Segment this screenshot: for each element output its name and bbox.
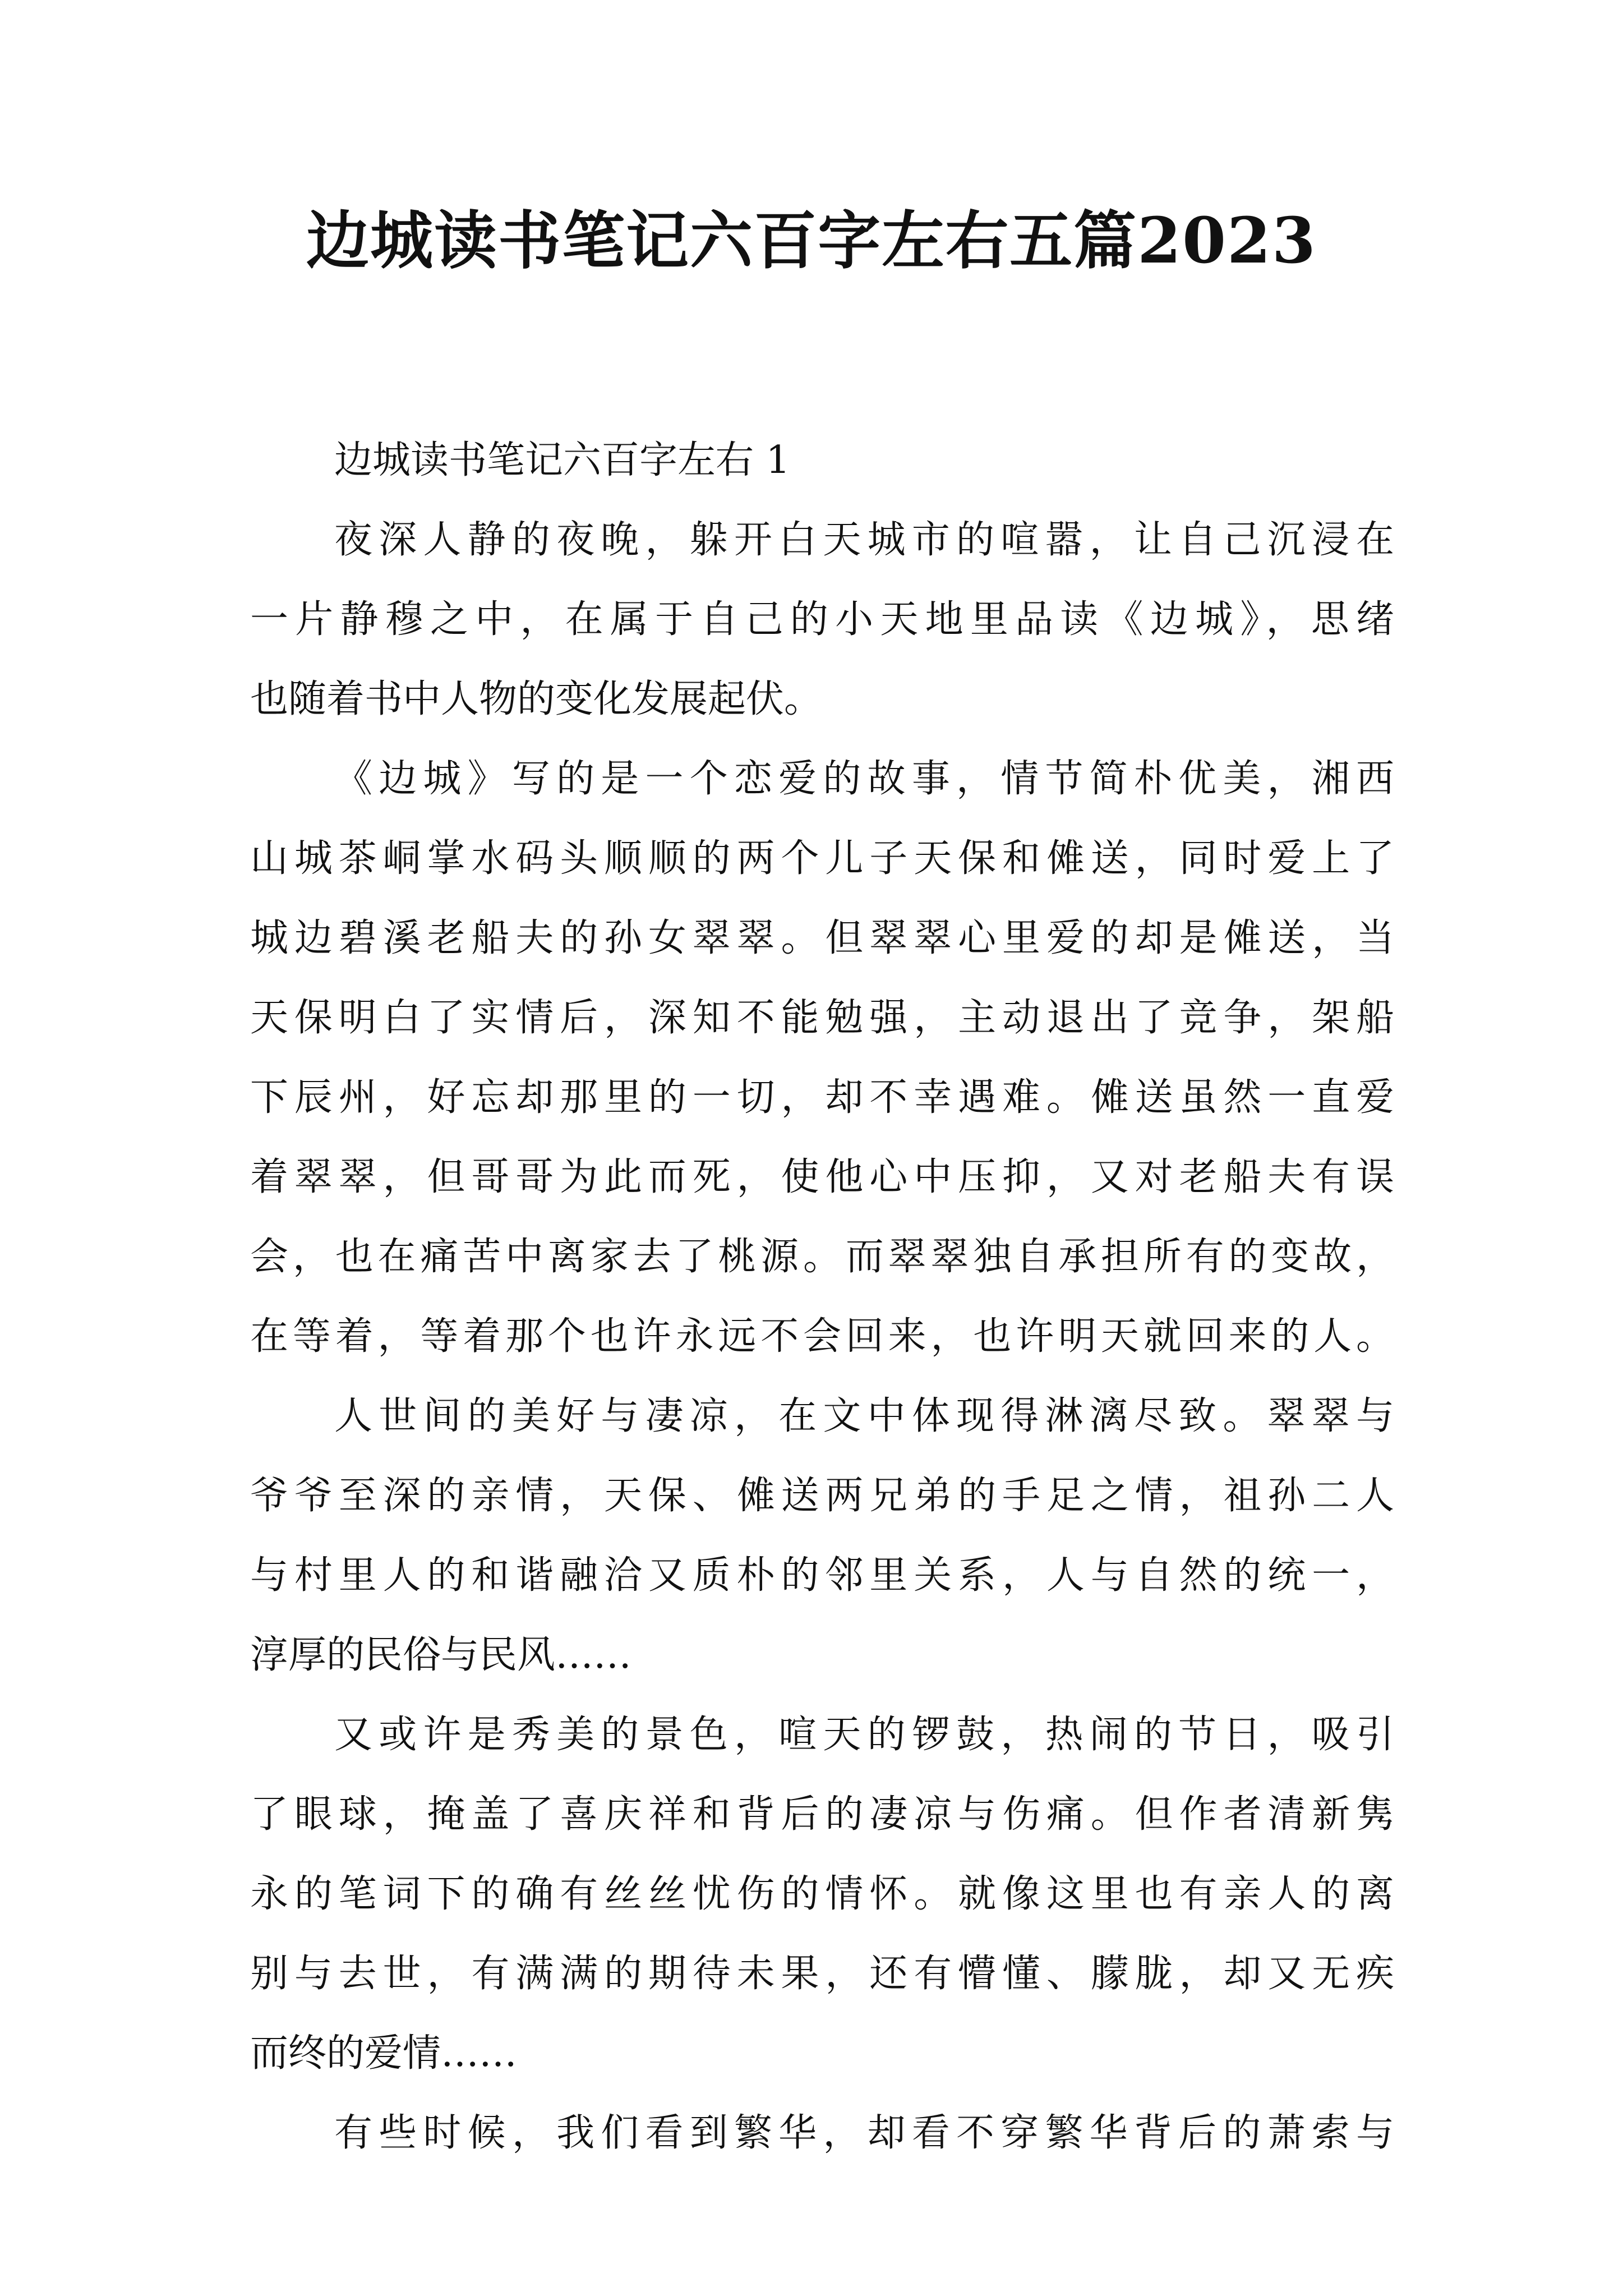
paragraph-line: 人世间的美好与凄凉，在文中体现得淋漓尽致。翠翠与	[334, 1394, 1394, 1438]
section-heading: 边城读书笔记六百字左右 1	[334, 438, 790, 482]
paragraph-line: 在等着，等着那个也许永远不会回来，也许明天就回来的人。	[250, 1314, 1394, 1359]
document-body	[250, 421, 1394, 2173]
paragraph-line: 有些时候，我们看到繁华，却看不穿繁华背后的萧索与	[334, 2111, 1394, 2155]
paragraph-line: 着翠翠，但哥哥为此而死，使他心中压抑，又对老船夫有误	[250, 1155, 1394, 1199]
paragraph-line: 下辰州，好忘却那里的一切，却不幸遇难。傩送虽然一直爱	[250, 1075, 1394, 1120]
paragraph-line: 爷爷至深的亲情，天保、傩送两兄弟的手足之情，祖孙二人	[250, 1474, 1394, 1518]
paragraph-line: 夜深人静的夜晚，躲开白天城市的喧嚣，让自己沉浸在	[334, 518, 1394, 562]
paragraph-line: 山城茶峒掌水码头顺顺的两个儿子天保和傩送，同时爱上了	[250, 836, 1394, 881]
paragraph-line: 与村里人的和谐融洽又质朴的邻里关系，人与自然的统一，	[250, 1553, 1394, 1598]
paragraph-line: 会，也在痛苦中离家去了桃源。而翠翠独自承担所有的变故，	[250, 1235, 1394, 1279]
paragraph-line: 淳厚的民俗与民风……	[250, 1633, 632, 1677]
document-title: 边城读书笔记六百字左右五篇2023	[306, 204, 1317, 278]
paragraph-line: 而终的爱情……	[250, 2031, 518, 2076]
paragraph-line: 一片静穆之中，在属于自己的小天地里品读《边城》，思绪	[250, 597, 1394, 642]
paragraph-line: 又或许是秀美的景色，喧天的锣鼓，热闹的节日，吸引	[334, 1713, 1394, 1757]
paragraph-line: 城边碧溪老船夫的孙女翠翠。但翠翠心里爱的却是傩送，当	[250, 916, 1394, 960]
paragraph-line: 别与去世，有满满的期待未果，还有懵懂、朦胧，却又无疾	[250, 1952, 1394, 1996]
paragraph-line: 天保明白了实情后，深知不能勉强，主动退出了竞争，架船	[250, 996, 1394, 1040]
paragraph-line: 永的笔词下的确有丝丝忧伤的情怀。就像这里也有亲人的离	[250, 1872, 1394, 1916]
paragraph-line: 也随着书中人物的变化发展起伏。	[250, 677, 823, 721]
paragraph-line: 《边城》写的是一个恋爱的故事，情节简朴优美，湘西	[334, 757, 1394, 801]
paragraph-line: 了眼球，掩盖了喜庆祥和背后的凄凉与伤痛。但作者清新隽	[250, 1792, 1394, 1837]
